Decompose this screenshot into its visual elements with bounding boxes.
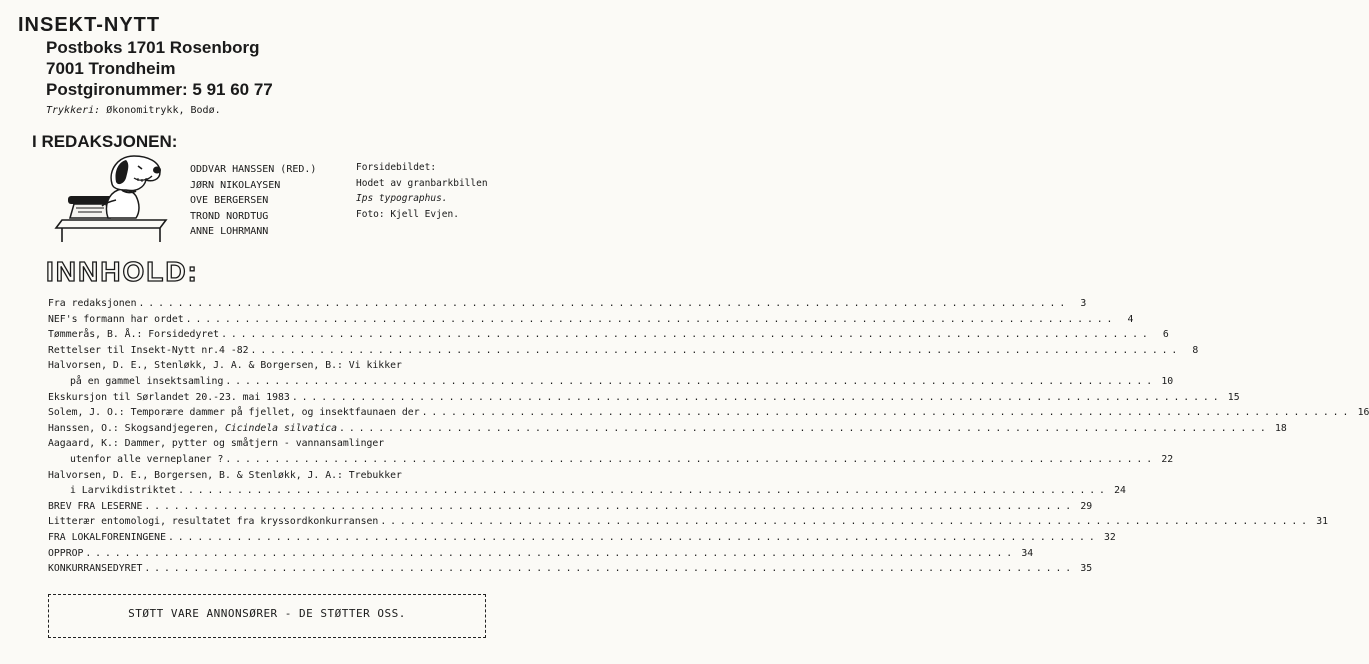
toc-entry-page: 16 xyxy=(1357,407,1369,419)
toc-entry-page: 15 xyxy=(1227,391,1240,403)
toc-entry-title: Aagaard, K.: Dammer, pytter og småtjern - vannansamlinger xyxy=(48,438,385,450)
toc-entry-title: FRA LOKALFORENINGENE xyxy=(48,531,166,543)
toc-leader xyxy=(422,407,1348,418)
toc-entry-title: Ekskursjon til Sørlandet 20.-23. mai 1983 xyxy=(48,391,290,403)
toc-leader xyxy=(221,329,1147,340)
toc-leader xyxy=(292,392,1218,403)
toc-entry[interactable] xyxy=(48,516,1329,532)
editor-name: OVE BERGERSEN xyxy=(190,195,269,206)
cover-caption-label: Forsidebildet: xyxy=(356,162,437,173)
toc-entry-title: utenfor alle verneplaner ? xyxy=(70,453,224,465)
giro-number: Postgironummer: 5 91 60 77 xyxy=(46,80,273,99)
toc-entry[interactable] xyxy=(48,329,1169,345)
printer-name: Økonomitrykk, Bodø. xyxy=(106,105,221,116)
masthead-title: INSEKT-NYTT xyxy=(18,14,161,36)
toc-leader xyxy=(144,501,1070,512)
toc-entry-continuation[interactable] xyxy=(48,485,1126,501)
toc-entry-title: på en gammel insektsamling xyxy=(70,375,224,387)
toc-leader xyxy=(144,563,1070,574)
toc-leader xyxy=(225,376,1151,387)
printer-info xyxy=(46,105,221,116)
contents-heading xyxy=(44,254,214,288)
toc-entry-title: NEF's formann har ordet xyxy=(48,313,184,325)
toc-entry-page: 4 xyxy=(1127,313,1134,325)
editor-list xyxy=(190,162,316,240)
toc-entry-species: Cicindela silvatica xyxy=(224,422,338,434)
toc-entry-page: 32 xyxy=(1103,531,1116,543)
toc-entry[interactable] xyxy=(48,438,478,454)
editor-name: TROND NORDTUG xyxy=(190,210,269,222)
toc-entry[interactable] xyxy=(48,360,478,376)
toc-entry-page: 31 xyxy=(1316,516,1329,528)
cover-caption-line: Hodet av granbarkbillen xyxy=(356,177,488,189)
toc-leader xyxy=(85,548,1011,559)
toc-entry[interactable] xyxy=(48,313,1134,330)
toc-entry-title: BREV FRA LESERNE xyxy=(48,500,143,512)
toc-leader xyxy=(380,516,1306,527)
editorial-heading: I REDAKSJONEN: xyxy=(32,132,178,151)
toc-entry-page: 8 xyxy=(1192,344,1199,356)
toc-leader xyxy=(168,532,1094,543)
advertiser-support-text: STØTT VARE ANNONSØRER - DE STØTTER OSS. xyxy=(128,607,406,620)
toc-entry-title: Tømmerås, B. Å.: Forsidedyret xyxy=(48,329,220,341)
cover-species-name: Ips typographus. xyxy=(356,193,448,204)
toc-entry-page: 24 xyxy=(1114,485,1126,497)
toc-entry[interactable] xyxy=(48,298,1087,314)
toc-entry-title: Litterær entomologi, resultatet fra kryssordkonkurransen xyxy=(48,516,379,528)
toc-entry-continuation[interactable] xyxy=(48,375,1174,392)
toc-entry-page: 6 xyxy=(1162,329,1169,341)
toc-entry-title: i Larvikdistriktet xyxy=(70,485,177,497)
toc-entry-page: 18 xyxy=(1275,422,1287,434)
toc-entry[interactable] xyxy=(48,422,1287,439)
toc-entry[interactable] xyxy=(48,391,1240,408)
toc-entry-page: 35 xyxy=(1080,563,1093,575)
toc-entry[interactable] xyxy=(48,563,1093,579)
toc-entry[interactable] xyxy=(48,407,1369,423)
address-line-1: Postboks 1701 Rosenborg xyxy=(46,38,260,57)
toc-entry-title: OPPROP xyxy=(48,547,84,559)
toc-entry-title: Solem, J. O.: Temporære dammer på fjellet, og insektfaunaen der xyxy=(48,407,420,419)
toc-entry-title: KONKURRANSEDYRET xyxy=(48,563,143,575)
editor-name: ANNE LOHRMANN xyxy=(190,226,269,237)
cover-photo-credit: Foto: Kjell Evjen. xyxy=(356,208,459,220)
toc-entry[interactable] xyxy=(48,470,478,486)
address-line-2: 7001 Trondheim xyxy=(46,59,176,78)
editor-name: JØRN NIKOLAYSEN xyxy=(190,179,281,191)
toc-entry-title: Rettelser til Insekt-Nytt nr.4 -82 xyxy=(48,344,249,356)
toc-entry-page: 10 xyxy=(1161,375,1174,387)
toc-entry-page: 29 xyxy=(1080,500,1093,512)
toc-entry-title: Fra redaksjonen xyxy=(48,298,137,309)
toc-entry-page: 34 xyxy=(1021,547,1034,559)
advertiser-support-box xyxy=(48,594,486,638)
table-of-contents xyxy=(48,298,1369,579)
toc-leader xyxy=(186,314,1112,325)
toc-leader xyxy=(225,454,1151,465)
toc-entry-page: 22 xyxy=(1161,453,1174,465)
toc-leader xyxy=(178,485,1104,496)
toc-leader xyxy=(339,423,1265,434)
toc-entry[interactable] xyxy=(48,344,1199,361)
snoopy-typewriter-illustration xyxy=(52,150,170,246)
toc-entry[interactable] xyxy=(48,547,1034,564)
printer-label: Trykkeri: xyxy=(46,105,101,116)
toc-leader xyxy=(138,298,1064,309)
toc-entry-title-wrap xyxy=(48,423,337,434)
toc-entry-title: Halvorsen, D. E., Borgersen, B. & Stenløkk, J. A.: Trebukker xyxy=(48,469,402,481)
contents-heading-text: INNHOLD: xyxy=(46,256,199,287)
cover-caption xyxy=(356,160,488,222)
toc-entry-continuation[interactable] xyxy=(48,453,1174,470)
toc-entry-page: 3 xyxy=(1080,298,1087,309)
toc-entry-title: Halvorsen, D. E., Stenløkk, J. A. & Borgersen, B.: Vi kikker xyxy=(48,360,402,372)
toc-leader xyxy=(251,345,1177,356)
editor-name: ODDVAR HANSSEN (RED.) xyxy=(190,164,317,175)
toc-entry-title: Hanssen, O.: Skogsandjegeren, xyxy=(48,422,220,434)
toc-entry[interactable] xyxy=(48,531,1116,548)
toc-entry[interactable] xyxy=(48,500,1093,517)
